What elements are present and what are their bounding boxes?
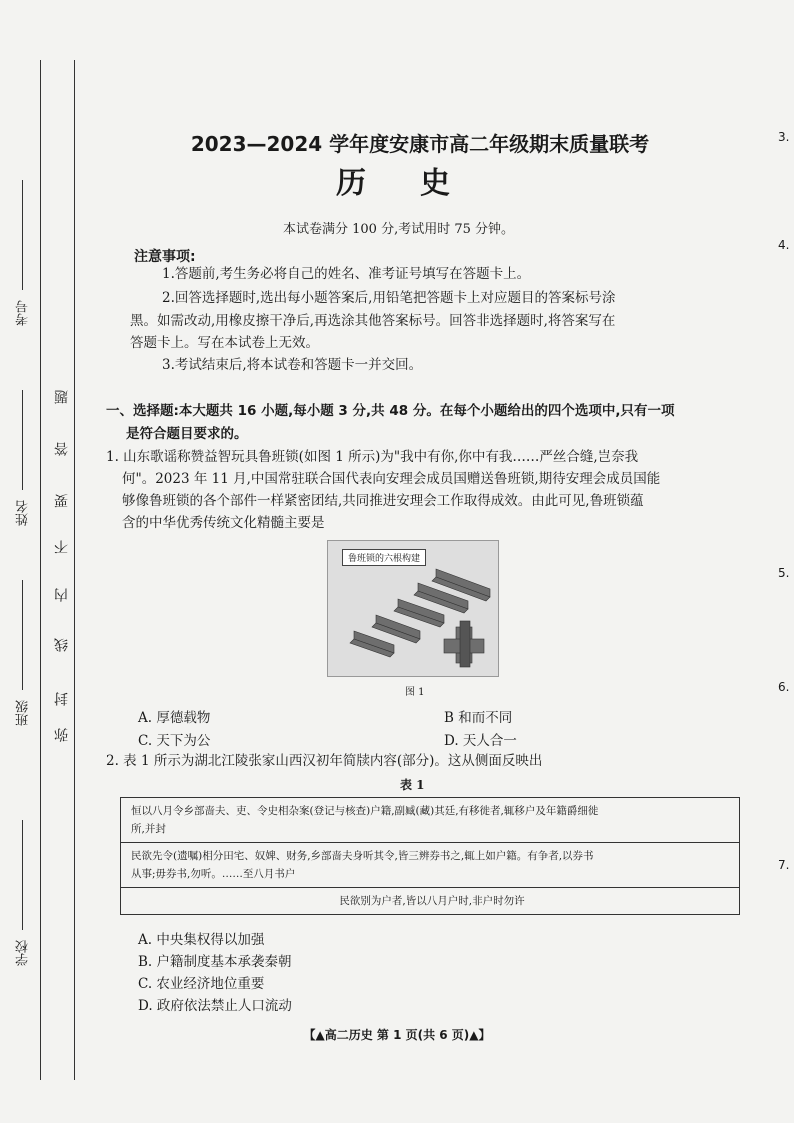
seal-char: 线: [54, 638, 70, 652]
notice-item: 黑。如需改动,用橡皮擦干净后,再选涂其他答案标号。回答非选择题时,将答案写在: [130, 313, 616, 329]
figure-caption: 图 1: [405, 687, 425, 698]
exam-no-blank: [22, 180, 23, 290]
seal-char: 要: [54, 494, 70, 508]
notice-item: 答题卡上。写在本试卷上无效。: [130, 335, 319, 351]
subject-title: 历史: [336, 166, 504, 201]
notice-item: 3.考试结束后,将本试卷和答题卡一并交回。: [162, 357, 423, 373]
table-row: [121, 798, 739, 843]
q2-stem: 2. 表 1 所示为湖北江陵张家山西汉初年简牍内容(部分)。这从侧面反映出: [106, 753, 543, 769]
class-label: 班级: [16, 700, 31, 726]
exam-info: 本试卷满分 100 分,考试用时 75 分钟。: [283, 222, 515, 237]
table-cell-text: 民欲先令(遗嘱)相分田宅、奴婢、财务,乡部啬夫身听其令,皆三辨券书之,辄上如户籍。有争者,以券书: [131, 850, 594, 862]
q2-table: [120, 797, 740, 915]
q1-stem: 何"。2023 年 11 月,中国常驻联合国代表向安理会成员国赠送鲁班锁,期待安理会成员国能: [122, 471, 661, 487]
q1-stem: 1. 山东歌谣称赞益智玩具鲁班锁(如图 1 所示)为"我中有你,你中有我……严丝合缝,岂奈我: [106, 449, 639, 465]
table-cell-text: 所,并封: [131, 823, 166, 835]
luban-lock-figure: [327, 540, 499, 677]
margin-number: 4.: [778, 238, 790, 252]
q1-option-c: C. 天下为公: [138, 733, 211, 749]
table-row: [121, 843, 739, 888]
binding-margin: [0, 60, 100, 1080]
school-label: 学校: [16, 940, 31, 966]
table-cell-text: 从事;毋券书,勿听。……至八月书户: [131, 868, 296, 880]
school-blank: [22, 820, 23, 930]
luban-lock-illustration: [328, 541, 498, 676]
q2-option-c: C. 农业经济地位重要: [138, 976, 265, 992]
q1-option-b: B 和而不同: [444, 710, 513, 726]
binding-line-inner: [74, 60, 75, 1080]
q2-option-b: B. 户籍制度基本承袭秦朝: [138, 954, 292, 970]
q1-stem: 够像鲁班锁的各个部件一样紧密团结,共同推进安理会工作取得成效。由此可见,鲁班锁蕴: [122, 493, 644, 509]
table-title: 表 1: [400, 778, 425, 792]
figure-tag: 鲁班锁的六根构建: [342, 549, 426, 566]
notice-heading: 注意事项:: [134, 249, 196, 265]
name-blank: [22, 390, 23, 490]
margin-number: 5.: [778, 566, 790, 580]
class-blank: [22, 580, 23, 690]
table-cell-text: 恒以八月令乡部啬夫、吏、令史相杂案(登记与核查)户籍,副臧(藏)其廷,有移徙者,辄移户及年籍爵细徙: [131, 805, 599, 817]
section-heading: 一、选择题:本大题共 16 小题,每小题 3 分,共 48 分。在每个小题给出的四个选项中,只有一项: [106, 403, 675, 419]
margin-number: 6.: [778, 680, 790, 694]
q2-option-a: A. 中央集权得以加强: [138, 932, 265, 948]
exam-no-label: 考号: [16, 300, 31, 326]
q1-stem: 含的中华优秀传统文化精髓主要是: [122, 515, 325, 531]
page-footer: 【▲高二历史 第 1 页(共 6 页)▲】: [303, 1028, 491, 1042]
seal-char: 答: [54, 442, 70, 456]
seal-char: 内: [54, 588, 70, 602]
q1-option-a: A. 厚德载物: [138, 710, 211, 726]
notice-item: 2.回答选择题时,选出每小题答案后,用铅笔把答题卡上对应题目的答案标号涂: [162, 290, 616, 306]
q1-option-d: D. 天人合一: [444, 733, 517, 749]
table-cell-text: 民欲别为户者,皆以八月户时,非户时勿许: [339, 895, 525, 907]
name-label: 姓名: [16, 500, 31, 526]
seal-char: 题: [54, 390, 70, 404]
seal-char: 封: [54, 692, 70, 706]
table-row: [121, 888, 739, 914]
exam-title: 2023—2024 学年度安康市高二年级期末质量联考: [190, 132, 650, 156]
q2-option-d: D. 政府依法禁止人口流动: [138, 998, 292, 1014]
margin-number: 7.: [778, 858, 790, 872]
notice-item: 1.答题前,考生务必将自己的姓名、准考证号填写在答题卡上。: [162, 266, 531, 282]
margin-number: 3.: [778, 130, 790, 144]
seal-char: 弥: [54, 728, 70, 742]
seal-char: 不: [54, 540, 70, 554]
binding-line-outer: [40, 60, 41, 1080]
section-heading-cont: 是符合题目要求的。: [126, 426, 248, 442]
